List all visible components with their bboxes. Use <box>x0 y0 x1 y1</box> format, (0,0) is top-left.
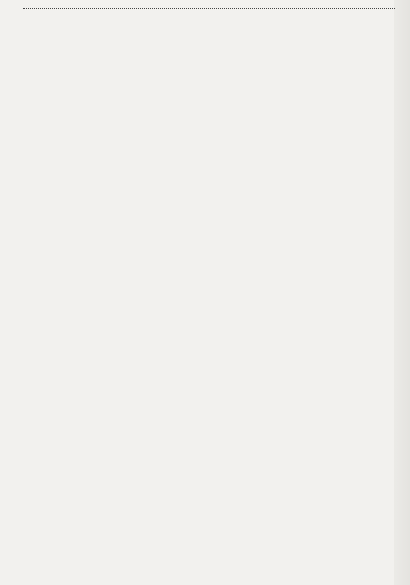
final-entry-last-line <box>20 11 398 12</box>
dot-leader <box>23 8 395 9</box>
final-entry[interactable] <box>20 11 398 12</box>
table-of-contents <box>20 2 398 12</box>
page-edge-shadow <box>394 0 410 585</box>
